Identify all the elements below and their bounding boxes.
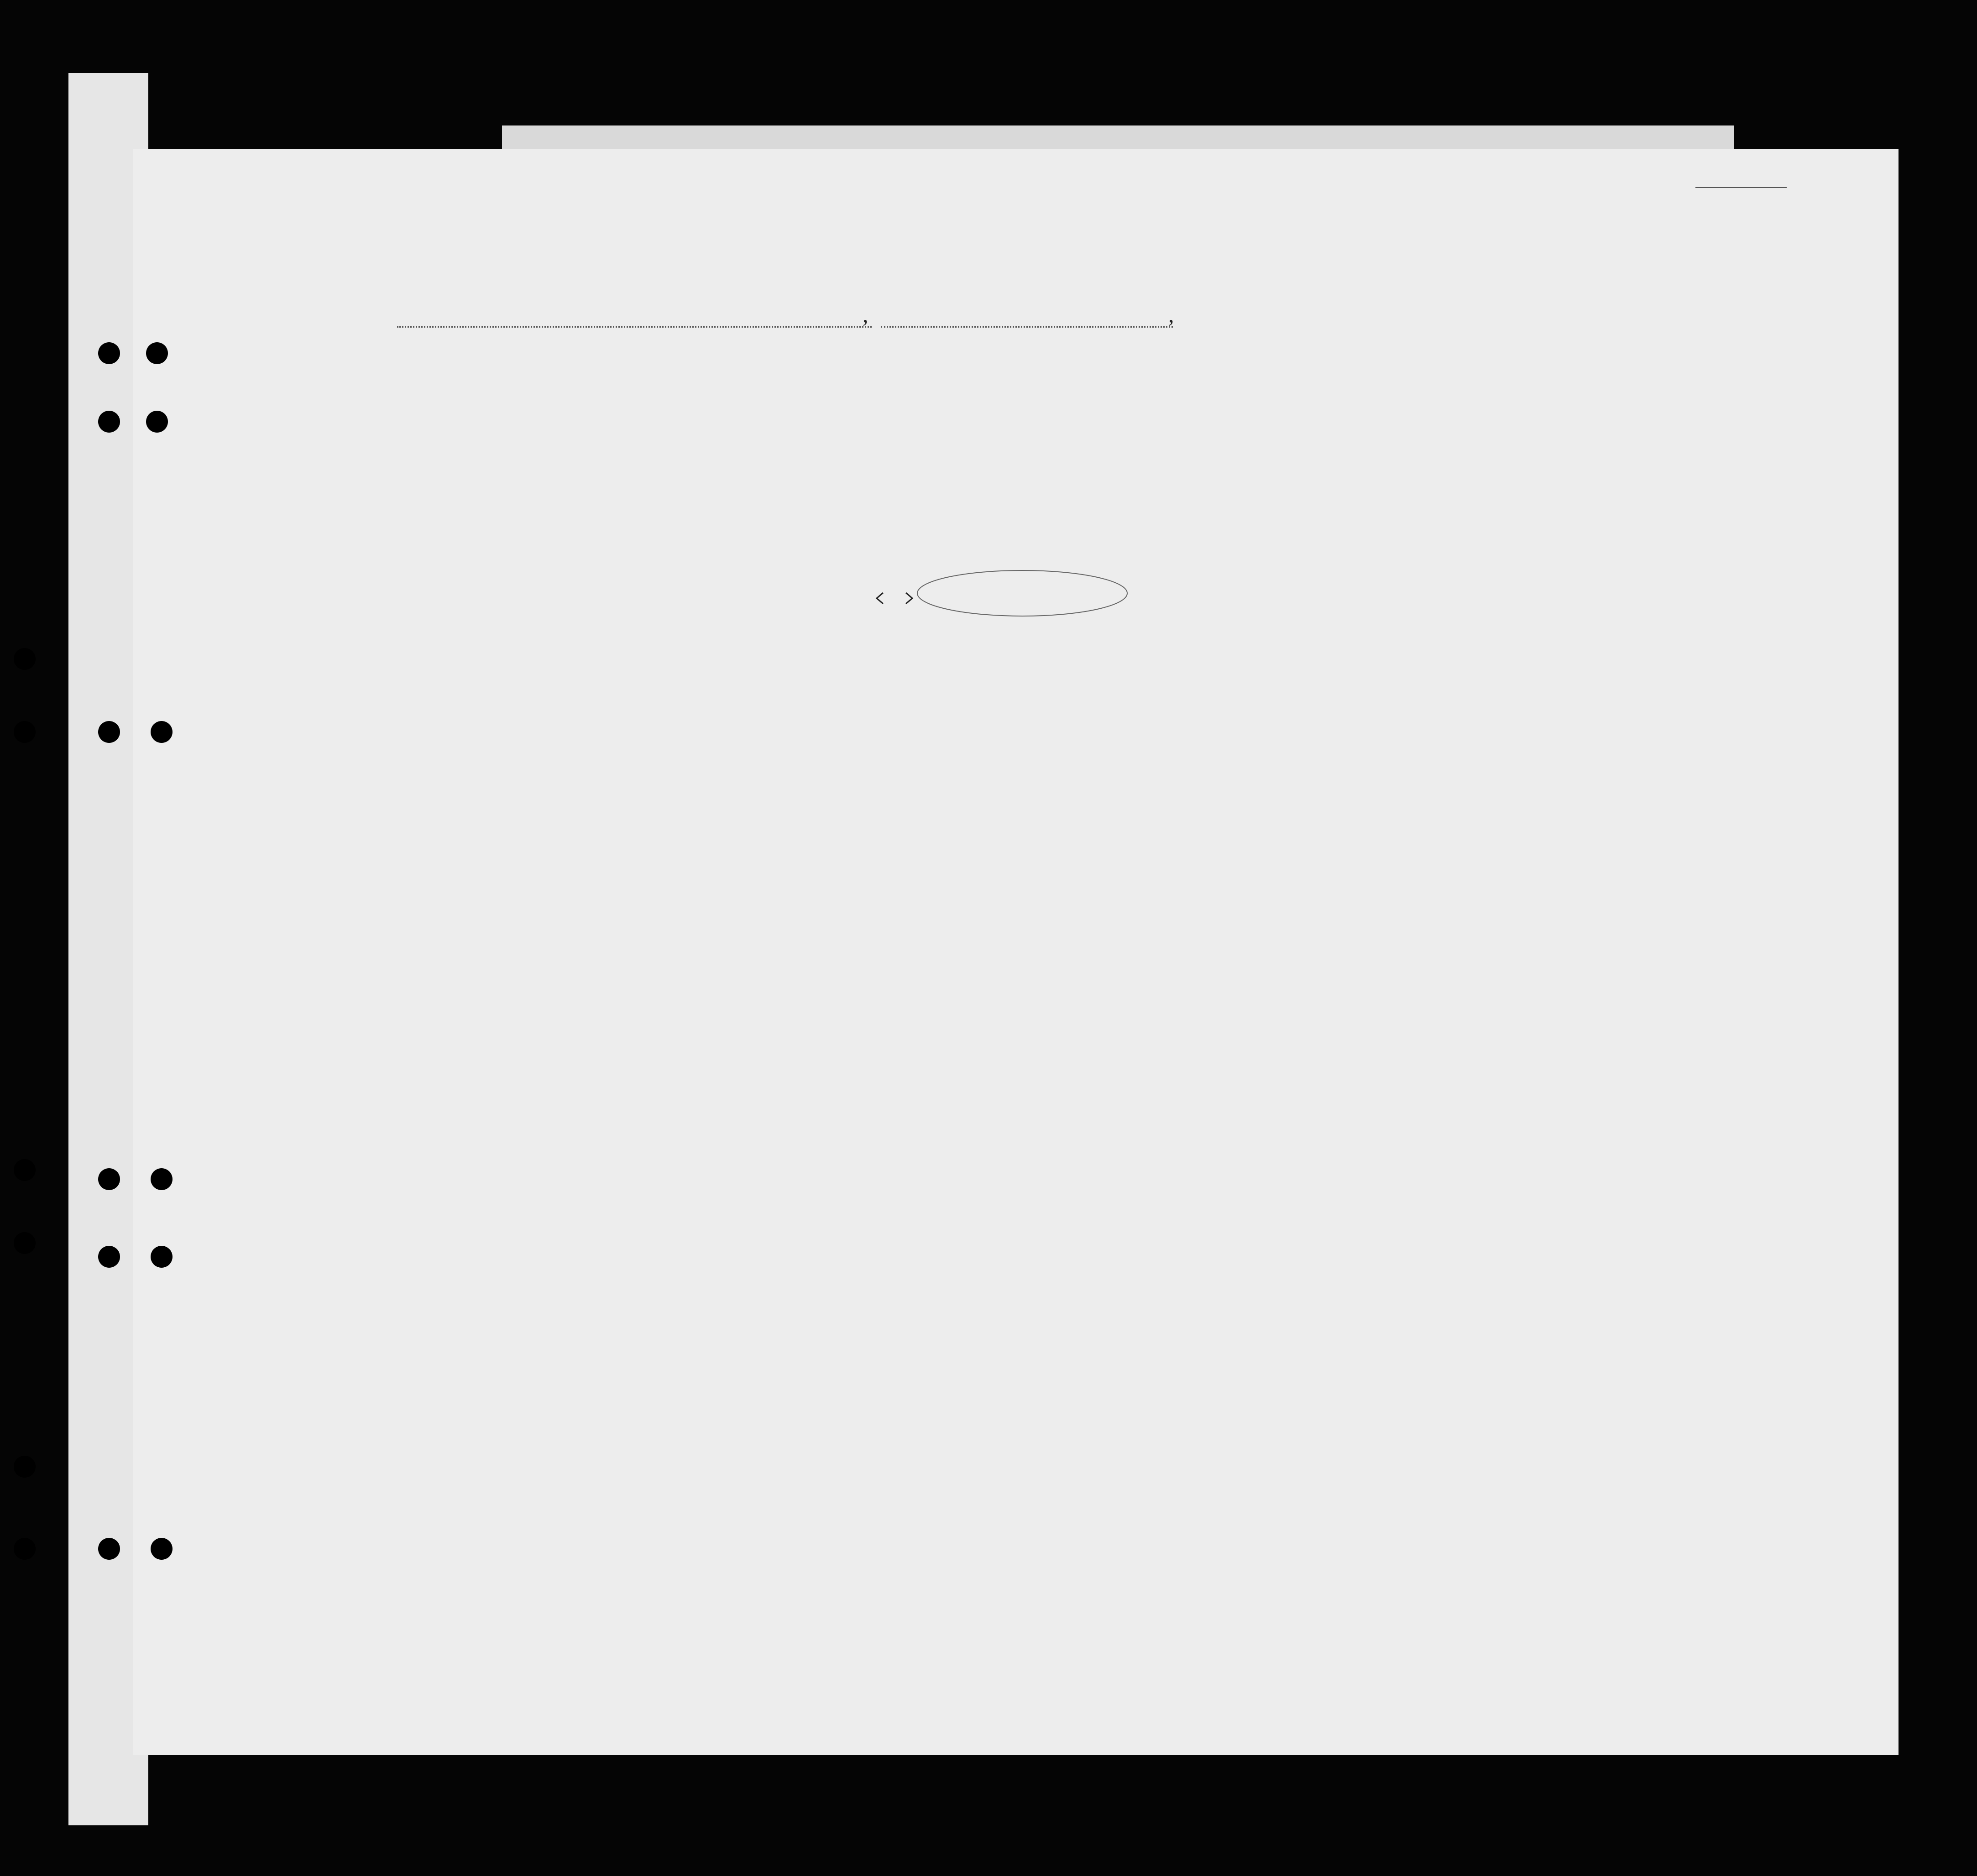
comma-separator: , bbox=[1168, 302, 1174, 327]
comma-separator: , bbox=[863, 302, 868, 327]
